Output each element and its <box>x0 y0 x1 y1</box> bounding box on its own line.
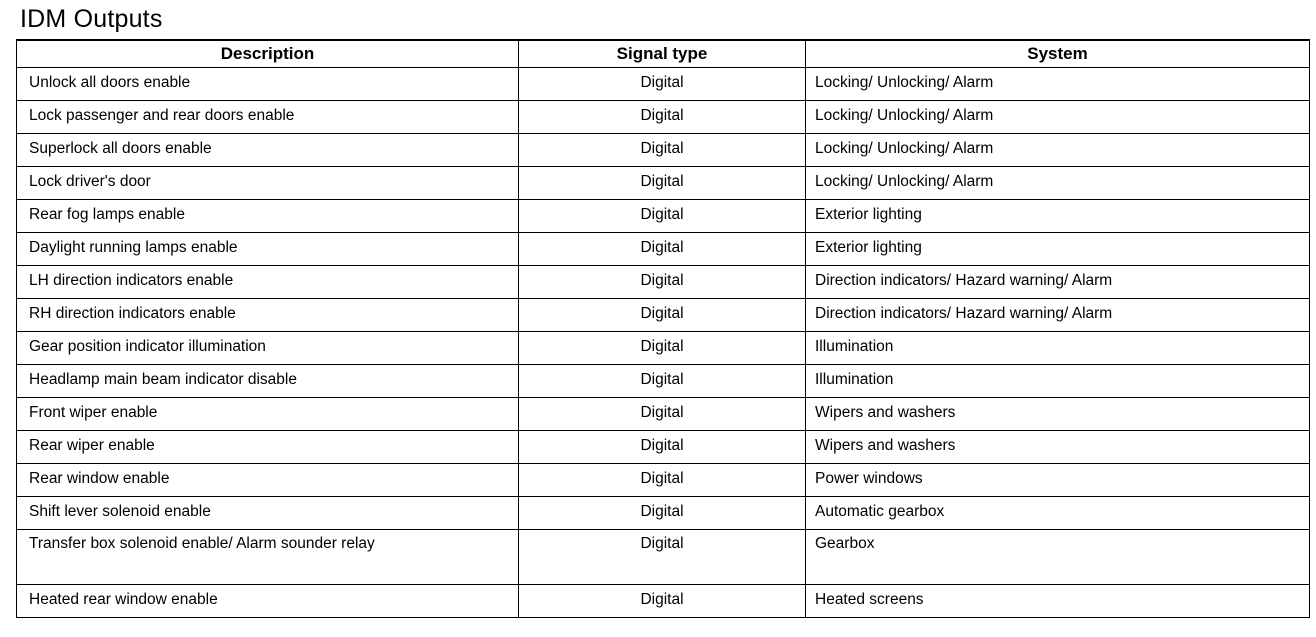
table-row <box>17 332 1310 365</box>
table-row <box>17 299 1310 332</box>
system-cell: Locking/ Unlocking/ Alarm <box>806 68 1310 101</box>
description-cell: Rear wiper enable <box>17 431 519 464</box>
table-row <box>17 68 1310 101</box>
table-row <box>17 431 1310 464</box>
signal-type-cell: Digital <box>519 464 806 497</box>
table-row <box>17 233 1310 266</box>
table-row <box>17 134 1310 167</box>
description-cell: Rear fog lamps enable <box>17 200 519 233</box>
signal-type-cell: Digital <box>519 332 806 365</box>
table-row <box>17 585 1310 618</box>
system-cell: Heated screens <box>806 585 1310 618</box>
description-cell: Rear window enable <box>17 464 519 497</box>
system-cell: Gearbox <box>806 530 1310 585</box>
signal-type-cell: Digital <box>519 431 806 464</box>
table-row <box>17 101 1310 134</box>
signal-type-cell: Digital <box>519 365 806 398</box>
signal-type-cell: Digital <box>519 497 806 530</box>
signal-type-cell: Digital <box>519 530 806 585</box>
description-cell: Unlock all doors enable <box>17 68 519 101</box>
system-cell: Exterior lighting <box>806 200 1310 233</box>
signal-type-cell: Digital <box>519 134 806 167</box>
table-row <box>17 398 1310 431</box>
page-title: IDM Outputs <box>20 5 163 33</box>
description-cell: Front wiper enable <box>17 398 519 431</box>
table-row <box>17 464 1310 497</box>
system-cell: Direction indicators/ Hazard warning/ Alarm <box>806 266 1310 299</box>
system-cell: Illumination <box>806 332 1310 365</box>
description-cell: Transfer box solenoid enable/ Alarm sounder relay <box>17 530 519 585</box>
table-row <box>17 266 1310 299</box>
description-cell: Superlock all doors enable <box>17 134 519 167</box>
system-cell: Locking/ Unlocking/ Alarm <box>806 101 1310 134</box>
table-row <box>17 497 1310 530</box>
description-cell: Daylight running lamps enable <box>17 233 519 266</box>
signal-type-cell: Digital <box>519 299 806 332</box>
description-cell: Headlamp main beam indicator disable <box>17 365 519 398</box>
header-row <box>17 40 1310 68</box>
table-row <box>17 200 1310 233</box>
system-cell: Exterior lighting <box>806 233 1310 266</box>
table-row <box>17 530 1310 585</box>
system-cell: Automatic gearbox <box>806 497 1310 530</box>
description-cell: RH direction indicators enable <box>17 299 519 332</box>
description-cell: Heated rear window enable <box>17 585 519 618</box>
system-cell: Locking/ Unlocking/ Alarm <box>806 134 1310 167</box>
table-body <box>17 68 1310 618</box>
column-header-signal-type: Signal type <box>519 40 806 68</box>
signal-type-cell: Digital <box>519 233 806 266</box>
signal-type-cell: Digital <box>519 101 806 134</box>
description-cell: Gear position indicator illumination <box>17 332 519 365</box>
signal-type-cell: Digital <box>519 200 806 233</box>
signal-type-cell: Digital <box>519 398 806 431</box>
column-header-system: System <box>806 40 1310 68</box>
table-row <box>17 365 1310 398</box>
signal-type-cell: Digital <box>519 266 806 299</box>
table-row <box>17 167 1310 200</box>
description-cell: Lock driver's door <box>17 167 519 200</box>
description-cell: Shift lever solenoid enable <box>17 497 519 530</box>
system-cell: Wipers and washers <box>806 431 1310 464</box>
system-cell: Illumination <box>806 365 1310 398</box>
column-header-description: Description <box>17 40 519 68</box>
idm-outputs-table <box>16 39 1310 618</box>
signal-type-cell: Digital <box>519 585 806 618</box>
table-header <box>17 40 1310 68</box>
description-cell: Lock passenger and rear doors enable <box>17 101 519 134</box>
description-cell: LH direction indicators enable <box>17 266 519 299</box>
system-cell: Power windows <box>806 464 1310 497</box>
system-cell: Locking/ Unlocking/ Alarm <box>806 167 1310 200</box>
signal-type-cell: Digital <box>519 167 806 200</box>
system-cell: Direction indicators/ Hazard warning/ Alarm <box>806 299 1310 332</box>
system-cell: Wipers and washers <box>806 398 1310 431</box>
signal-type-cell: Digital <box>519 68 806 101</box>
